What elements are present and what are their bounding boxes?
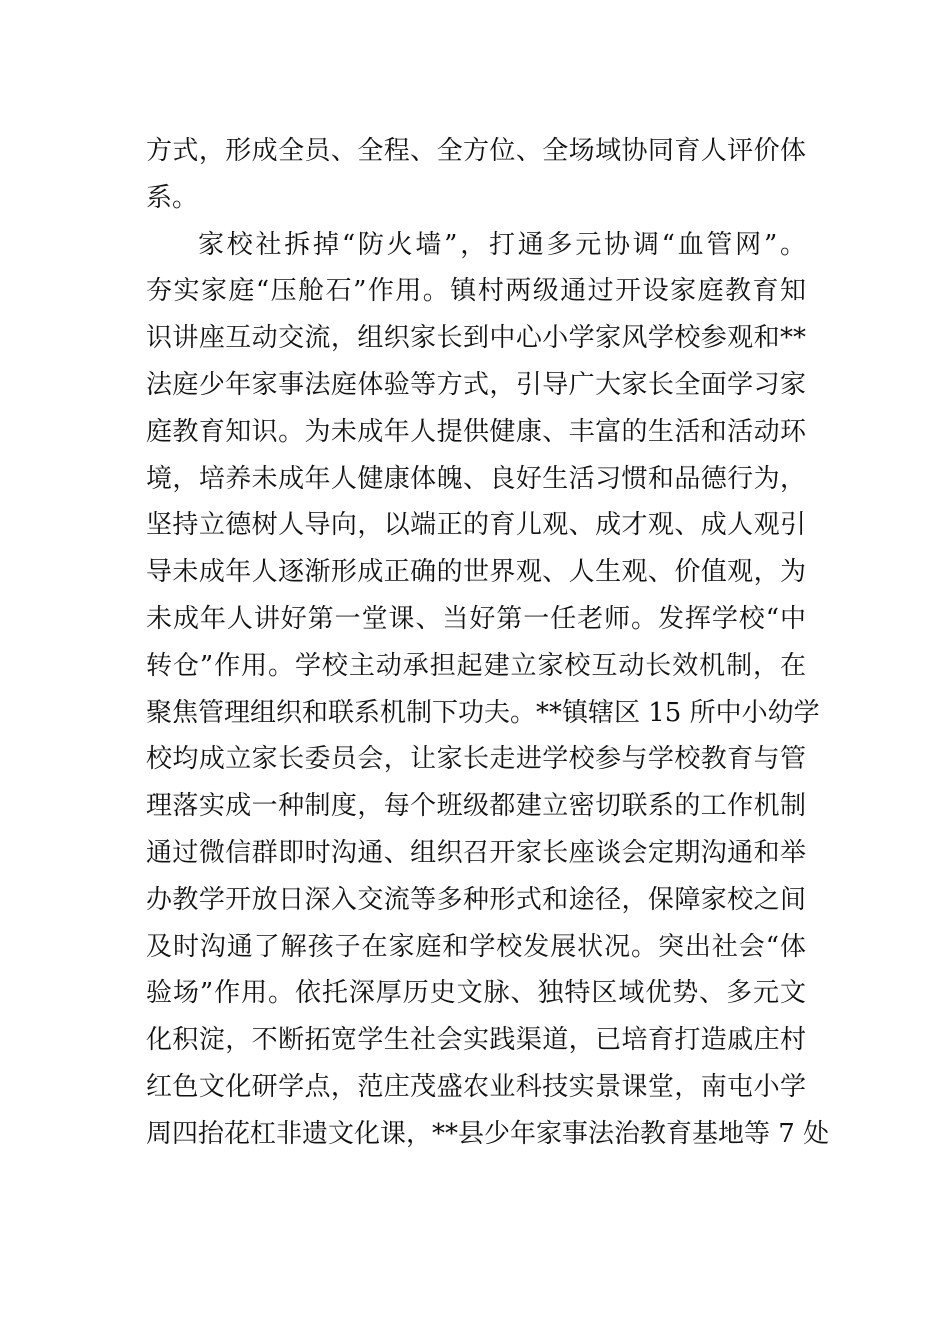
text-line: 方式，形成全员、全程、全方位、全场域协同育人评价体	[146, 136, 806, 166]
body-text	[146, 128, 830, 1158]
text-line: 庭教育知识。为未成年人提供健康、丰富的生活和活动环	[146, 416, 806, 447]
text-line: 验场”作用。依托深厚历史文脉、独特区域优势、多元文	[146, 978, 806, 1009]
text-line: 校均成立家长委员会，让家长走进学校参与学校教育与管	[146, 744, 806, 775]
text-line: 坚持立德树人导向，以端正的育儿观、成才观、成人观引	[146, 510, 806, 541]
text-line: 导未成年人逐渐形成正确的世界观、人生观、价值观，为	[146, 557, 806, 588]
text-line: 法庭少年家事法庭体验等方式，引导广大家长全面学习家	[146, 369, 806, 400]
text-line: 化积淀，不断拓宽学生社会实践渠道，已培育打造戚庄村	[146, 1025, 806, 1056]
text-line: 系。	[146, 182, 199, 213]
text-line: 理落实成一种制度，每个班级都建立密切联系的工作机制	[146, 791, 806, 822]
text-line: 夯实家庭“压舱石”作用。镇村两级通过开设家庭教育知	[146, 276, 806, 307]
text-line: 境，培养未成年人健康体魄、良好生活习惯和品德行为，	[146, 463, 806, 494]
text-line: 聚焦管理组织和联系机制下功夫。**镇辖区 15 所中小幼学	[146, 697, 820, 728]
text-line: 转仓”作用。学校主动承担起建立家校互动长效机制，在	[146, 650, 806, 681]
text-line: 周四抬花杠非遗文化课，**县少年家事法治教育基地等 7 处	[146, 1118, 830, 1149]
text-line: 识讲座互动交流，组织家长到中心小学家风学校参观和**	[146, 323, 806, 354]
text-line: 红色文化研学点，范庄茂盛农业科技实景课堂，南屯小学	[146, 1071, 806, 1102]
text-line: 未成年人讲好第一堂课、当好第一任老师。发挥学校“中	[146, 603, 806, 634]
text-line: 及时沟通了解孩子在家庭和学校发展状况。突出社会“体	[146, 931, 806, 962]
text-line: 通过微信群即时沟通、组织召开家长座谈会定期沟通和举	[146, 837, 806, 868]
text-line: 办教学开放日深入交流等多种形式和途径，保障家校之间	[146, 884, 806, 915]
paragraph-first-line: 家校社拆掉“防火墙”，打通多元协调“血管网”。	[198, 229, 806, 260]
